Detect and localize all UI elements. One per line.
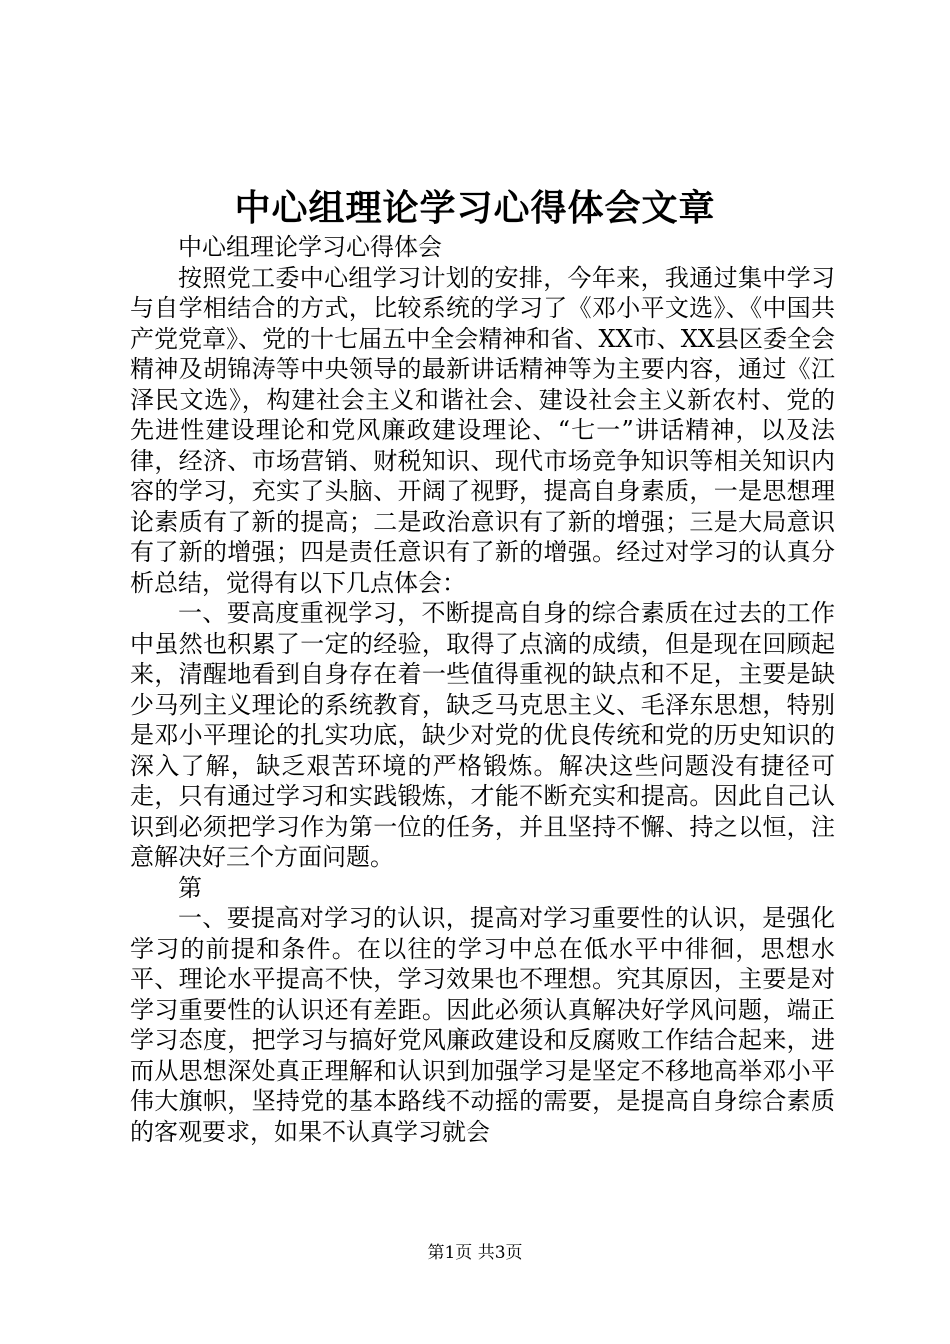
paragraph-point-one: 一、要高度重视学习，不断提高自身的综合素质在过去的工作中虽然也积累了一定的经验，取得了点滴的成绩，但是现在回顾起来，清醒地看到自身存在着一些值得重视的缺点和不足，主要是缺少马列主义理论的系统教育，缺乏马克思主义、毛泽东思想，特别是邓小平理论的扎实功底，缺少对党的优良传统和党的历史知识的深入了解，缺乏艰苦环境的严格锻炼。解决这些问题没有捷径可走，只有通过学习和实践锻炼，才能不断充实和提高。因此自己认识到必须把学习作为第一位的任务，并且坚持不懈、持之以恒，注意解决好三个方面问题。 (130, 599, 835, 871)
page-number-footer: 第1页 共3页 (427, 1243, 523, 1263)
document-body (130, 232, 835, 1147)
document-title: 中心组理论学习心得体会文章 (234, 187, 716, 229)
paragraph-intro: 按照党工委中心组学习计划的安排，今年来，我通过集中学习与自学相结合的方式，比较系统的学习了《邓小平文选》、《中国共产党党章》、党的十七届五中全会精神和省、XX市、XX县区委全会精神及胡锦涛等中央领导的最新讲话精神等为主要内容，通过《江泽民文选》，构建社会主义和谐社会、建设社会主义新农村、党的先进性建设理论和党风廉政建设理论、“七一”讲话精神，以及法律，经济、市场营销、财税知识、现代市场竞争知识等相关知识内容的学习，充实了头脑、开阔了视野，提高自身素质，一是思想理论素质有了新的提高；二是政治意识有了新的增强；三是大局意识有了新的增强；四是责任意识有了新的增强。经过对学习的认真分析总结，觉得有以下几点体会： (130, 263, 835, 597)
paragraph-fragment: 第 (178, 873, 202, 902)
paragraph-subtitle: 中心组理论学习心得体会 (178, 233, 442, 261)
paragraph-point-one-detail: 一、要提高对学习的认识，提高对学习重要性的认识，是强化学习的前提和条件。在以往的学习中总在低水平中徘徊，思想水平、理论水平提高不快，学习效果也不理想。究其原因，主要是对学习重要性的认识还有差距。因此必须认真解决好学风问题，端正学习态度，把学习与搞好党风廉政建设和反腐败工作结合起来，进而从思想深处真正理解和认识到加强学习是坚定不移地高举邓小平伟大旗帜，坚持党的基本路线不动摇的需要，是提高自身综合素质的客观要求，如果不认真学习就会 (130, 904, 835, 1146)
